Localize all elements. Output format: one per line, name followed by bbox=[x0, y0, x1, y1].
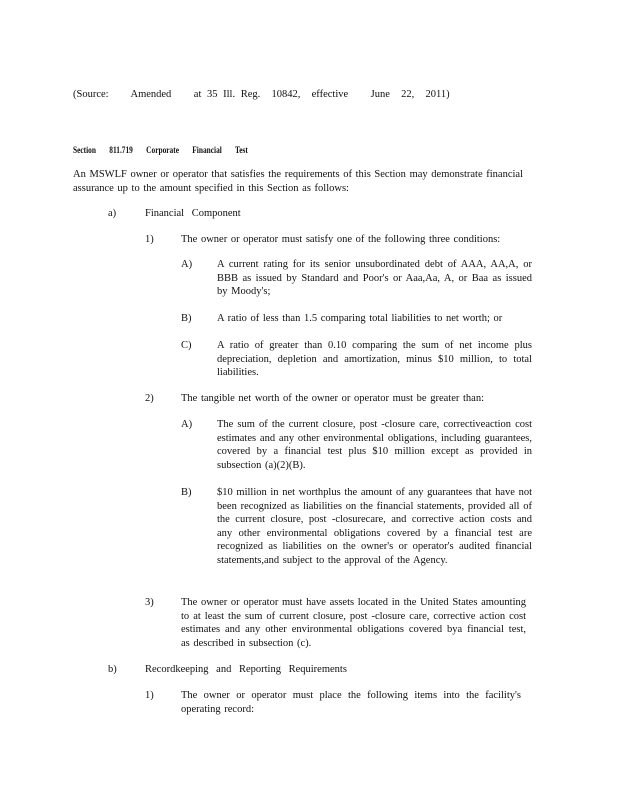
subitem-label: C) bbox=[181, 340, 192, 351]
subsection-label: a) bbox=[108, 208, 117, 219]
item-label: 1) bbox=[145, 690, 154, 701]
section-intro: An MSWLF owner or operator that satisfies the requirements of this Section may demonstrate financial assurance up to the amount specified in this Section as follows: bbox=[73, 169, 523, 194]
source-note: (Source: Amended at 35 Ill. Reg. 10842, effective June 22, 2011) bbox=[73, 89, 450, 100]
section-heading: Section 811.719 Corporate Financial Test bbox=[73, 145, 248, 155]
subsection-title: Financial Component bbox=[145, 208, 241, 219]
item-text: The tangible net worth of the owner or operator must be greater than: bbox=[181, 393, 484, 404]
subitem-label: A) bbox=[181, 419, 193, 430]
item-label: 2) bbox=[145, 393, 154, 404]
subitem-text: $10 million in net worthplus the amount of any guarantees that have not been recognized as liabilities on the financial statements, provided all of the current closure, post -closurecare, and corrective action costs and any other environmental obligations covered by a financial test are recognized as liabilities on the owner's or operator's audited financial statements,and subject to the approval of the Agency. bbox=[217, 487, 532, 566]
subitem-text: The sum of the current closure, post -closure care, correctiveaction cost estimates and any other environmental obligations, including guarantees, covered by a financial test plus $10 million except as provided in subsection (a)(2)(B). bbox=[217, 419, 532, 471]
subsection-label: b) bbox=[108, 664, 117, 675]
subitem-text: A ratio of less than 1.5 comparing total liabilities to net worth; or bbox=[217, 313, 503, 324]
item-text: The owner or operator must satisfy one of the following three conditions: bbox=[181, 234, 501, 245]
subitem-text: A current rating for its senior unsubordinated debt of AAA, AA,A, or BBB as issued by Standard and Poor's or Aaa,Aa, A, or Baa as issued by Moody's; bbox=[217, 259, 532, 298]
item-label: 3) bbox=[145, 597, 154, 608]
subsection-title: Recordkeeping and Reporting Requirements bbox=[145, 664, 347, 675]
item-label: 1) bbox=[145, 234, 154, 245]
subitem-label: B) bbox=[181, 487, 192, 498]
subitem-text: A ratio of greater than 0.10 comparing the sum of net income plus depreciation, depletion and amortization, minus $10 million, to total liabilities. bbox=[217, 340, 532, 379]
item-text: The owner or operator must place the following items into the facility's operating record: bbox=[181, 690, 521, 715]
subitem-label: B) bbox=[181, 313, 192, 324]
item-text: The owner or operator must have assets located in the United States amounting to at least the sum of current closure, post -closure care, corrective action cost estimates and any other environmental obligations covered bya financial test, as described in subsection (c). bbox=[181, 597, 526, 649]
subitem-label: A) bbox=[181, 259, 193, 270]
